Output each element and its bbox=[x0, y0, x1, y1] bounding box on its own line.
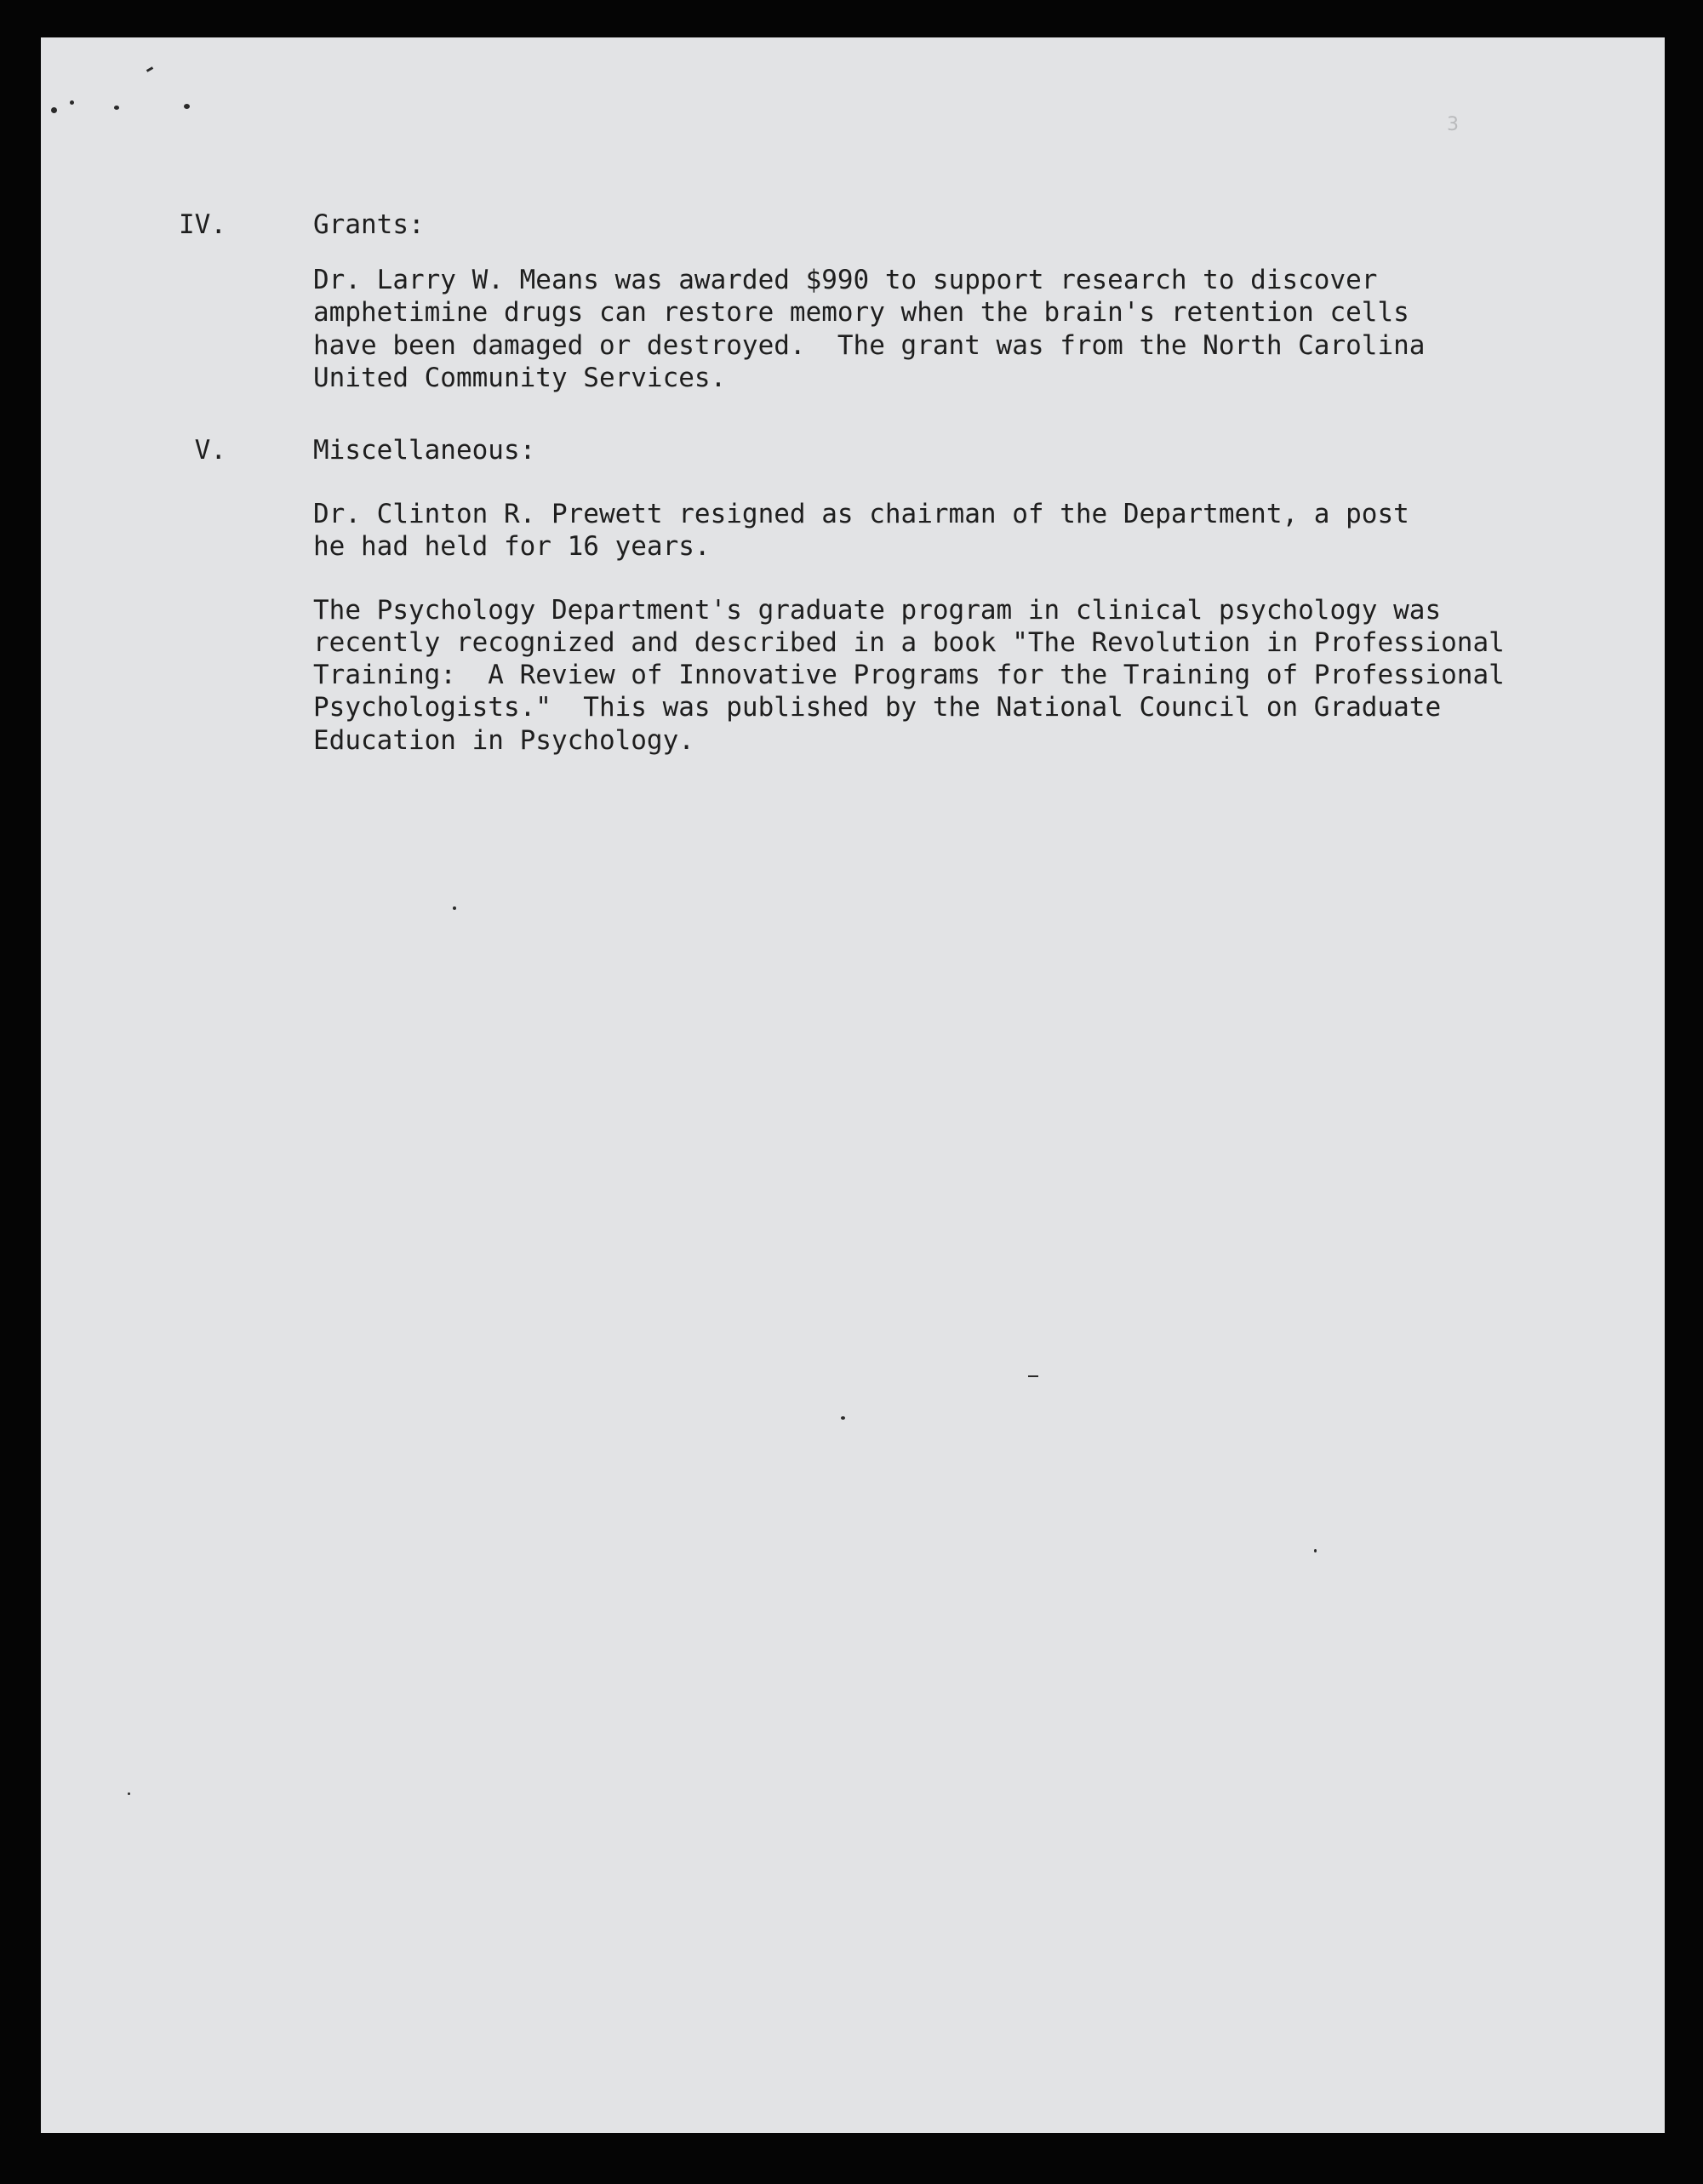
section-heading: Grants: bbox=[313, 209, 425, 240]
section-numeral: IV. bbox=[179, 209, 226, 240]
section-heading-row bbox=[194, 433, 1566, 467]
section-heading: Miscellaneous: bbox=[313, 435, 536, 466]
program-paragraph: The Psychology Department's graduate program in clinical psychology was recently recognized and described in a book "The Revolution in Professional Training: A Review of Innovative Programs for the Training of Professional Psychologists." This was published by the National Council on Graduate Education in Psychology. bbox=[313, 594, 1505, 756]
section-heading-row bbox=[179, 208, 1566, 242]
grant-paragraph: Dr. Larry W. Means was awarded $990 to support research to discover amphetimine drugs can restore memory when the brain's retention cells have been damaged or destroyed. The grant was from the North Carolina United Community Services. bbox=[313, 265, 1426, 393]
section-numeral: V. bbox=[194, 435, 226, 466]
document-body bbox=[41, 37, 1665, 2133]
page-mark: 3 bbox=[1447, 114, 1459, 135]
section-miscellaneous bbox=[194, 433, 1566, 757]
paper-sheet bbox=[41, 37, 1665, 2133]
resignation-paragraph: Dr. Clinton R. Prewett resigned as chairman of the Department, a post he had held for 16 years. bbox=[313, 499, 1409, 563]
section-grants bbox=[179, 208, 1566, 394]
